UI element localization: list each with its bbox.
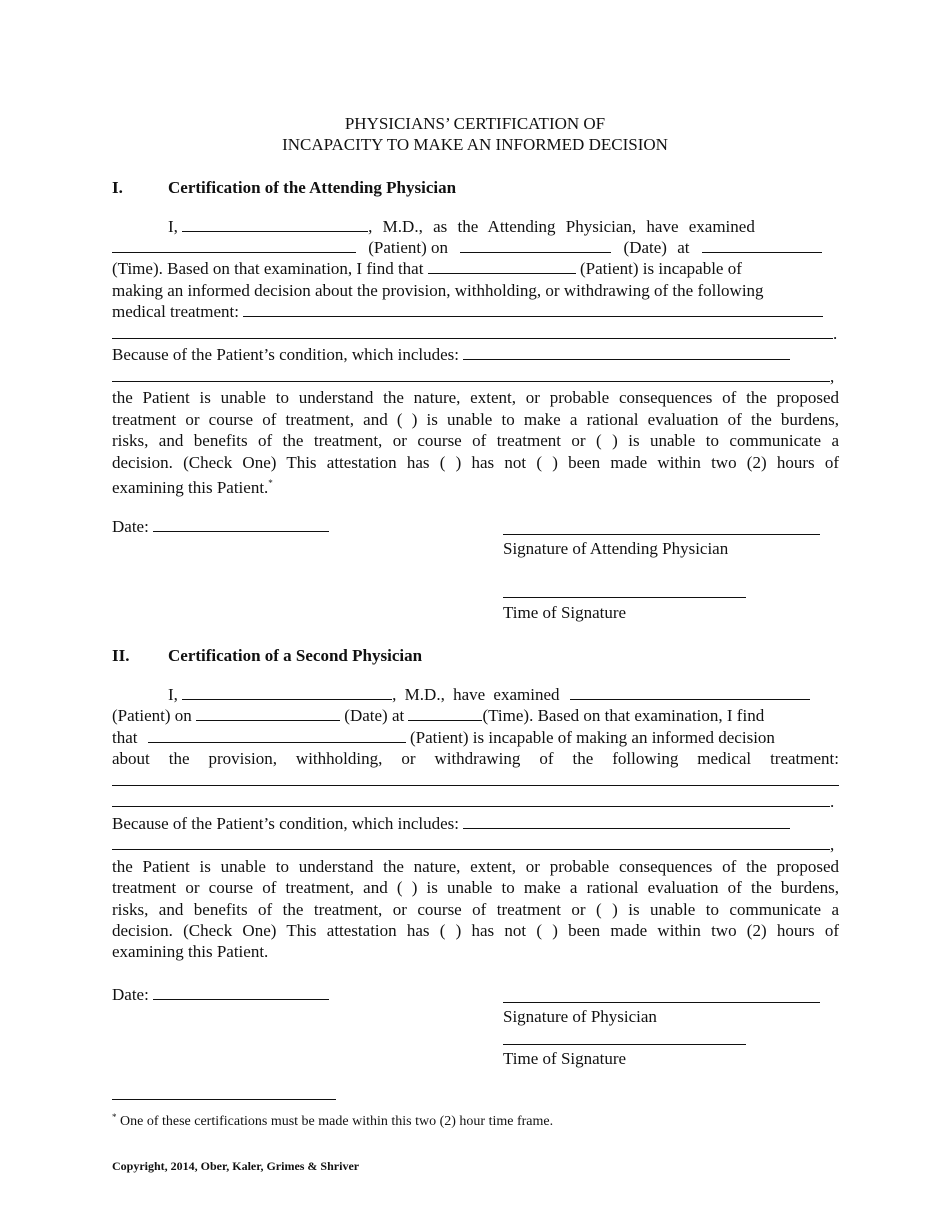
s2-line-9: the Patient is unable to understand the nature, extent, or probable consequences of the proposed	[112, 857, 839, 876]
document-title-line-2: INCAPACITY TO MAKE AN INFORMED DECISION	[282, 135, 668, 154]
s2-medical-treatment-field-2[interactable]	[112, 791, 830, 807]
s2-line-6: .	[112, 791, 839, 812]
s2-signature-field[interactable]	[503, 1002, 820, 1003]
s2-line-12: decision. (Check One) This attestation has ( ) has not ( ) been made within two (2) hours of	[112, 921, 839, 940]
s1-signature-label: Signature of Attending Physician	[503, 539, 729, 558]
s1-medical-treatment-field-2[interactable]	[112, 323, 833, 339]
s1-line-7: Because of the Patient’s condition, which includes:	[112, 344, 839, 365]
s1-line-2: (Patient) on (Date) at	[112, 237, 839, 258]
s1-line-5: medical treatment:	[112, 301, 839, 322]
s1-medical-treatment-field[interactable]	[243, 301, 823, 317]
document-title-line-1: PHYSICIANS’ CERTIFICATION OF	[344, 114, 606, 133]
s1-date-line: Date:	[112, 516, 329, 537]
s1-line-6: .	[112, 323, 839, 344]
s2-signature-date-field[interactable]	[153, 984, 329, 1000]
s2-line-1: I, , M.D., have examined	[112, 684, 839, 705]
section-2-heading	[112, 645, 422, 666]
s2-patient-name-field[interactable]	[570, 684, 810, 700]
s1-time-label: Time of Signature	[503, 603, 627, 622]
s2-signature-label: Signature of Physician	[503, 1007, 657, 1026]
s2-line-3: that (Patient) is incapable of making an informed decision	[112, 728, 775, 747]
s2-time-label: Time of Signature	[503, 1049, 627, 1068]
footnote-text: One of these certifications must be made within this two (2) hour time frame.	[120, 1114, 554, 1129]
footnote-mark: *	[112, 1112, 117, 1122]
section-2-number: II.	[112, 646, 130, 665]
s2-line-10: treatment or course of treatment, and ( ) is unable to make a rational evaluation of the burdens,	[112, 878, 839, 897]
s1-date-field[interactable]	[460, 237, 611, 253]
s2-medical-treatment-field[interactable]	[112, 770, 839, 786]
s1-patient-field-2[interactable]	[428, 258, 576, 274]
section-2-title: Certification of a Second Physician	[168, 646, 423, 665]
s2-line-4: about the provision, withholding, or withdrawing of the following medical treatment:	[112, 749, 839, 768]
s1-line-13: examining this Patient.*	[112, 478, 273, 497]
s1-line-10: treatment or course of treatment, and ( ) is unable to make a rational evaluation of the burdens,	[112, 410, 839, 429]
s2-signature-time-field[interactable]	[503, 1044, 746, 1045]
s1-signature-field[interactable]	[503, 534, 820, 535]
s1-line-3: (Time). Based on that examination, I find that (Patient) is incapable of	[112, 259, 742, 278]
s2-condition-field[interactable]	[463, 813, 790, 829]
s2-time-field[interactable]	[408, 705, 482, 721]
footnote-separator	[112, 1099, 336, 1100]
s2-line-5	[112, 770, 839, 791]
s1-condition-field[interactable]	[463, 344, 790, 360]
s2-line-11: risks, and benefits of the treatment, or course of treatment or ( ) is unable to communicate a	[112, 900, 839, 919]
s2-line-8: ,	[112, 834, 839, 855]
section-1-heading	[112, 177, 456, 198]
s2-date-field[interactable]	[196, 705, 340, 721]
s1-line-12: decision. (Check One) This attestation has ( ) has not ( ) been made within two (2) hours of	[112, 453, 839, 472]
s2-line-7: Because of the Patient’s condition, which includes:	[112, 813, 839, 834]
s2-condition-field-2[interactable]	[112, 834, 830, 850]
s2-patient-field-2[interactable]	[148, 727, 406, 743]
s1-patient-name-field[interactable]	[112, 237, 356, 253]
s1-line-1: I, , M.D., as the Attending Physician, have examined	[168, 217, 755, 236]
footnote	[112, 1108, 553, 1131]
s1-time-field[interactable]	[702, 237, 822, 253]
s2-date-line: Date:	[112, 984, 329, 1005]
s2-physician-name-field[interactable]	[182, 684, 392, 700]
section-1-title: Certification of the Attending Physician	[168, 178, 457, 197]
copyright-notice: Copyright, 2014, Ober, Kaler, Grimes & Shriver	[112, 1159, 360, 1173]
s1-signature-date-field[interactable]	[153, 516, 329, 532]
s2-line-2: (Patient) on (Date) at (Time). Based on that examination, I find	[112, 706, 765, 725]
s1-line-4: making an informed decision about the provision, withholding, or withdrawing of the following	[112, 281, 764, 300]
s1-physician-name-field[interactable]	[182, 216, 368, 232]
s1-line-8: ,	[112, 366, 839, 387]
section-1-number: I.	[112, 178, 123, 197]
s1-condition-field-2[interactable]	[112, 366, 830, 382]
s1-signature-time-field[interactable]	[503, 597, 746, 598]
s1-line-11: risks, and benefits of the treatment, or course of treatment or ( ) is unable to communicate a	[112, 431, 839, 450]
s2-line-13: examining this Patient.	[112, 942, 269, 961]
footnote-reference: *	[268, 478, 273, 488]
s1-line-9: the Patient is unable to understand the nature, extent, or probable consequences of the proposed	[112, 388, 839, 407]
